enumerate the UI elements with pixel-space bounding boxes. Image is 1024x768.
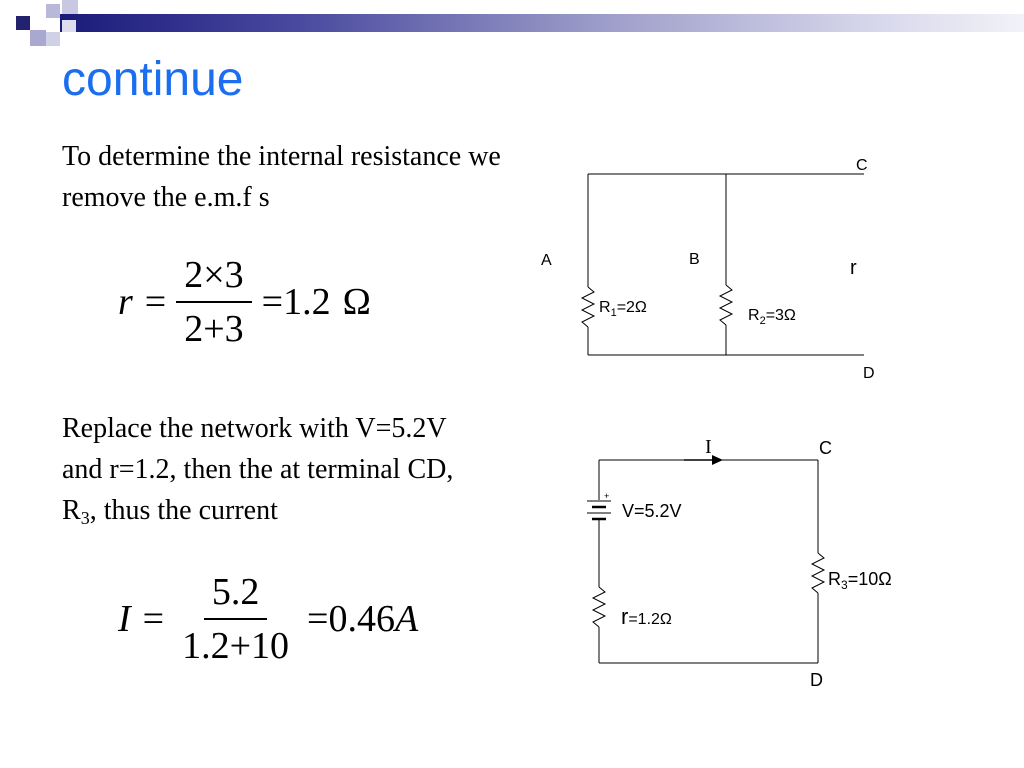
node-c-label: C	[819, 438, 832, 458]
formula-numerator: 5.2	[204, 570, 268, 620]
node-b-label: B	[689, 251, 700, 268]
resistor-r-zigzag	[593, 587, 605, 627]
intro-line-2: remove the e.m.f s	[62, 182, 270, 213]
formula-denominator: 2+3	[184, 308, 244, 350]
r2-name: R	[748, 307, 760, 324]
node-d-label: D	[810, 670, 823, 690]
formula-result: 0.46	[328, 598, 395, 640]
r2-subscript: 2	[759, 315, 766, 327]
r-value: =1.2Ω	[628, 611, 672, 628]
r3-value: =10Ω	[847, 569, 892, 589]
formula-lhs: I	[118, 598, 131, 640]
slide-title: continue	[62, 53, 244, 106]
formula-numerator: 2×3	[176, 253, 251, 303]
battery-icon	[587, 501, 611, 519]
r3-symbol: R	[62, 495, 81, 526]
r2-value: =3Ω	[765, 307, 796, 324]
source-label: V=5.2V	[622, 501, 682, 521]
r3-name: R	[828, 569, 841, 589]
current-label: I	[705, 436, 712, 458]
r-label	[621, 604, 672, 629]
plus-sign: +	[604, 491, 610, 501]
formula-equals: =	[307, 598, 329, 640]
r3-subscript: 3	[80, 508, 90, 528]
node-c-label: C	[856, 157, 868, 174]
node-a-label: A	[541, 252, 552, 269]
r1-value: =2Ω	[616, 299, 647, 316]
replace-line-2: and r=1.2, then the at terminal CD,	[62, 454, 454, 485]
current-arrow-icon	[684, 455, 723, 465]
formula-result: 1.2	[283, 281, 331, 323]
r3-subscript: 3	[841, 578, 848, 592]
formula-unit: Ω	[342, 281, 371, 323]
r3-label	[828, 569, 892, 592]
node-d-label: D	[863, 365, 875, 382]
replace-line-3-rest: , thus the current	[89, 495, 278, 526]
r1-name: R	[599, 299, 611, 316]
resistor-r3-zigzag	[812, 553, 824, 593]
r1-subscript: 1	[610, 307, 617, 319]
formula-equals: =	[144, 281, 167, 323]
formula-equals: =	[261, 281, 284, 323]
replace-line-1: Replace the network with V=5.2V	[62, 413, 447, 444]
internal-r-label: r	[850, 257, 857, 279]
intro-line-1: To determine the internal resistance we	[62, 141, 501, 172]
formula-unit: A	[394, 598, 419, 640]
formula-equals: =	[142, 598, 165, 640]
r-name: r	[621, 604, 629, 629]
formula-denominator: 1.2+10	[182, 625, 290, 667]
formula-lhs: r	[118, 281, 133, 323]
